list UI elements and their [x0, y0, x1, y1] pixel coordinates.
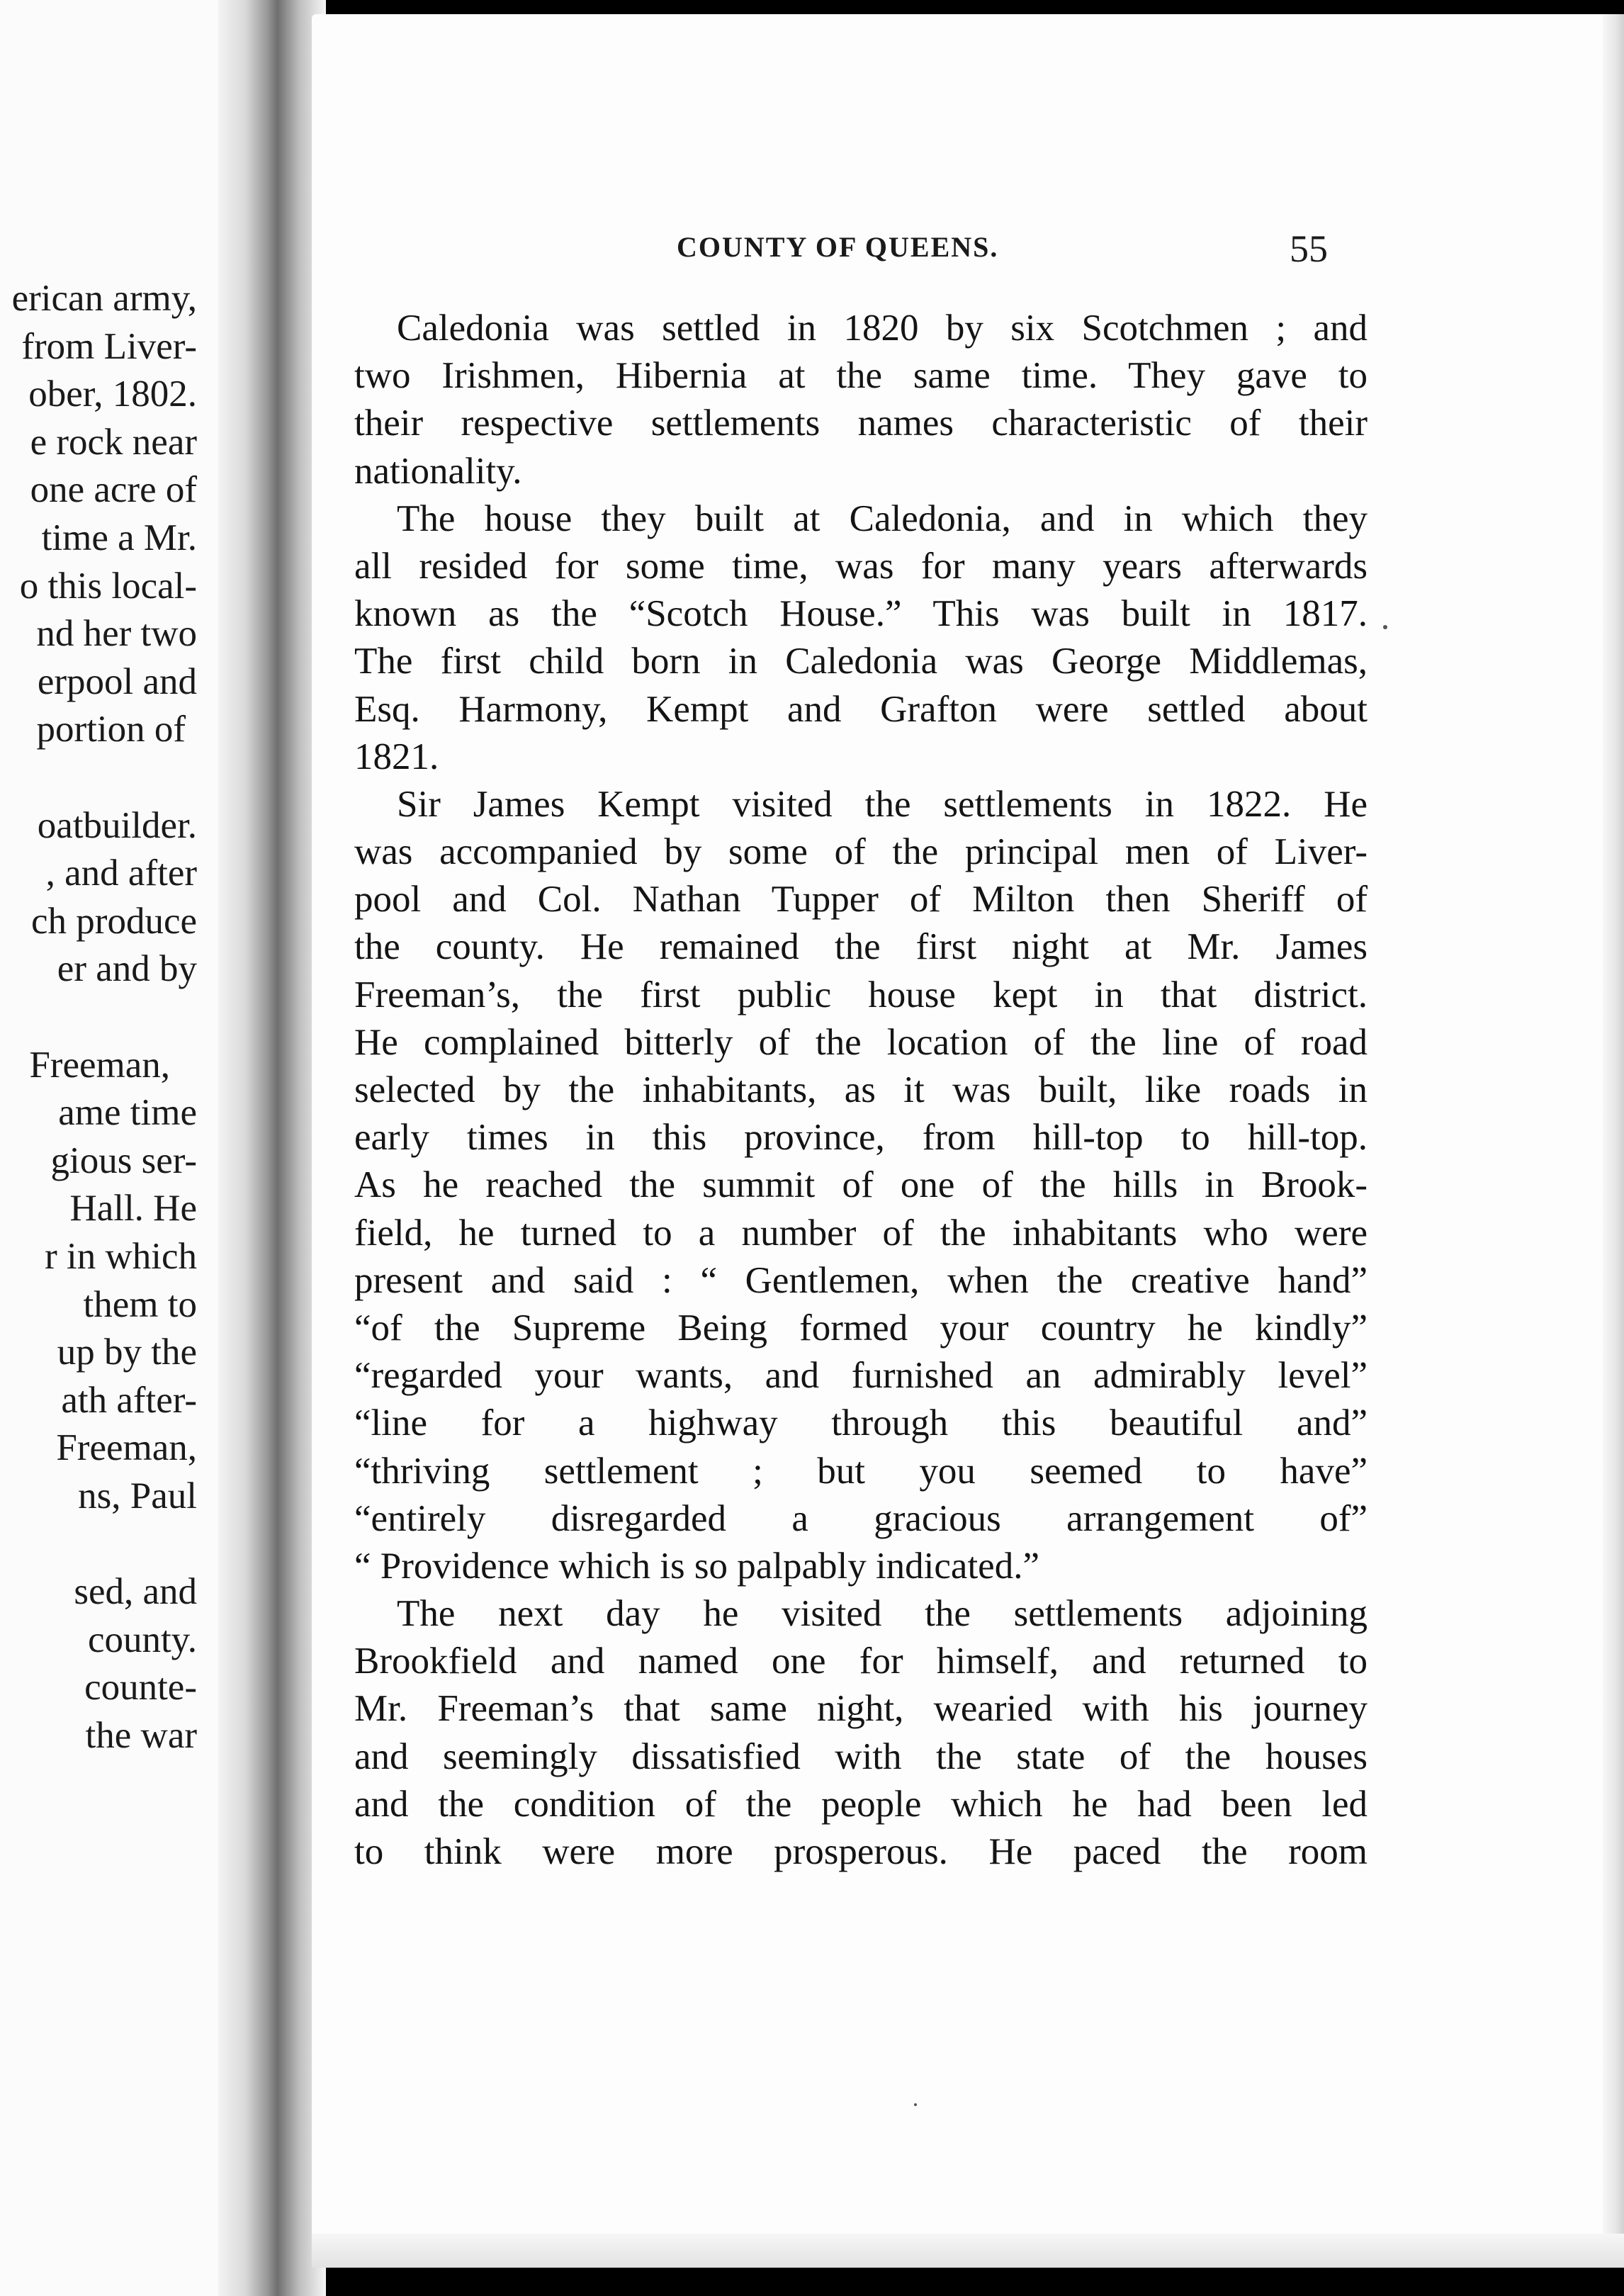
left-page-line: ns, Paul: [78, 1475, 197, 1516]
text-line: The next day he visited the settlements adjoining: [397, 1593, 1368, 1635]
left-page-line: Freeman,: [56, 1427, 197, 1469]
page-number: 55: [1290, 227, 1328, 270]
left-page-line: Freeman,: [29, 1044, 170, 1086]
left-page-line: oatbuilder.: [37, 804, 197, 846]
body-text: [354, 305, 1368, 1876]
left-page-line: county.: [87, 1619, 197, 1660]
left-page-line: ch produce: [31, 900, 197, 942]
text-line: selected by the inhabitants, as it was built, like roads in: [354, 1069, 1368, 1110]
left-page-line: nd her two: [36, 613, 197, 655]
left-page-line: er and by: [57, 948, 197, 990]
left-page-line: erican army,: [11, 278, 197, 319]
text-line: their respective settlements names characteristic of their: [354, 403, 1368, 444]
text-line: “line for a highway through this beautiful and”: [354, 1402, 1368, 1444]
left-page-line: ame time: [58, 1092, 197, 1134]
left-page-line: from Liver-: [21, 325, 197, 367]
left-page-line: ath after-: [61, 1379, 197, 1421]
left-page-line: gious ser-: [50, 1139, 197, 1181]
left-page-line: sed, and: [74, 1571, 197, 1613]
left-page-line: e rock near: [30, 421, 197, 463]
book-gutter: [218, 0, 326, 2296]
text-line: pool and Col. Nathan Tupper of Milton then Sheriff of: [354, 879, 1368, 921]
text-line: “regarded your wants, and furnished an admirably level”: [354, 1355, 1368, 1397]
left-page-line: erpool and: [37, 660, 197, 702]
text-line: “ Providence which is so palpably indicated.”: [354, 1545, 1039, 1587]
text-line: Caledonia was settled in 1820 by six Scotchmen ; and: [397, 308, 1368, 349]
left-page-line: them to: [83, 1283, 197, 1325]
text-line: to think were more prosperous. He paced the room: [354, 1831, 1368, 1872]
page-edge: [1603, 14, 1624, 2268]
left-page-line: , and after: [45, 852, 197, 894]
text-line: early times in this province, from hill-top to hill-top.: [354, 1117, 1368, 1159]
left-page-line: one acre of: [30, 469, 197, 511]
left-page-line: ober, 1802.: [28, 373, 197, 415]
text-line: Mr. Freeman’s that same night, wearied with his journey: [354, 1688, 1368, 1730]
text-line: “thriving settlement ; but you seemed to have”: [354, 1450, 1368, 1492]
text-line: nationality.: [354, 450, 522, 492]
text-line: He complained bitterly of the location of the line of road: [354, 1021, 1368, 1063]
text-line: Freeman’s, the first public house kept in that district.: [354, 974, 1368, 1015]
text-line: the county. He remained the first night at Mr. James: [354, 926, 1368, 968]
text-line: and seemingly dissatisfied with the state of the houses: [354, 1735, 1368, 1777]
text-line: The house they built at Caledonia, and in which they: [397, 497, 1368, 539]
text-line: Brookfield and named one for himself, and returned to: [354, 1641, 1368, 1682]
left-page-line: portion of: [36, 709, 186, 750]
left-page-line: r in which: [45, 1236, 197, 1277]
text-line: “of the Supreme Being formed your country he kindly”: [354, 1307, 1368, 1349]
text-line: 1821.: [354, 736, 439, 777]
text-line: Sir James Kempt visited the settlements in 1822. He: [397, 783, 1368, 825]
left-page-line: counte-: [84, 1667, 197, 1709]
text-line: The first child born in Caledonia was George Middlemas,: [354, 641, 1368, 682]
text-line: Esq. Harmony, Kempt and Grafton were settled about: [354, 688, 1368, 730]
left-page-line: o this local-: [19, 565, 197, 607]
text-line: was accompanied by some of the principal men of Liver-: [354, 831, 1368, 873]
running-head: COUNTY OF QUEENS.: [677, 231, 999, 263]
text-line: present and said : “ Gentlemen, when the creative hand”: [354, 1259, 1368, 1301]
left-page-line: time a Mr.: [41, 517, 197, 558]
text-line: field, he turned to a number of the inhabitants who were: [354, 1212, 1368, 1254]
text-line: all resided for some time, was for many years afterwards: [354, 545, 1368, 587]
text-line: As he reached the summit of one of the hills in Brook-: [354, 1164, 1368, 1206]
page-bottom-edge: [312, 2234, 1624, 2268]
ink-speck: [1383, 625, 1387, 629]
left-page-line: up by the: [57, 1332, 197, 1373]
left-page-line: Hall. He: [69, 1188, 197, 1229]
text-line: known as the “Scotch House.” This was built in 1817.: [354, 593, 1368, 635]
ink-speck: [914, 2103, 917, 2106]
right-page: [312, 14, 1624, 2268]
text-line: and the condition of the people which he had been led: [354, 1783, 1368, 1825]
text-line: “entirely disregarded a gracious arrangement of”: [354, 1497, 1368, 1539]
left-page-line: the war: [85, 1715, 197, 1756]
text-line: two Irishmen, Hibernia at the same time. They gave to: [354, 355, 1368, 397]
